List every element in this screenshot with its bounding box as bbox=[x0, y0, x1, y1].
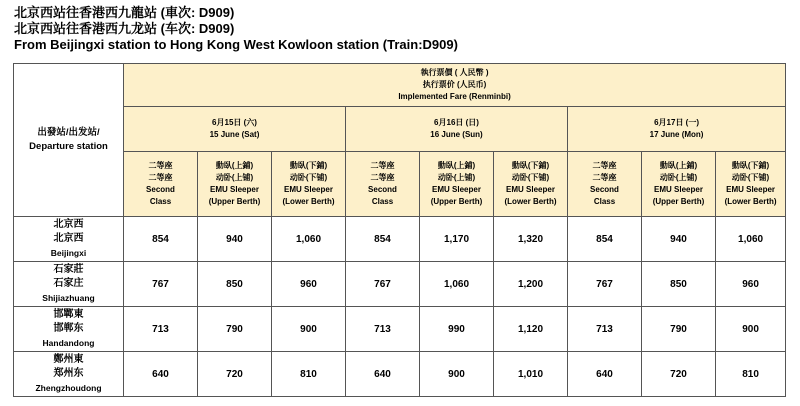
seat-class-text: 二等座 bbox=[148, 173, 173, 182]
title-traditional: 北京西站往香港西九龍站 (車次: D909) bbox=[14, 5, 235, 20]
fare-cell: 640 bbox=[346, 352, 420, 397]
station-name-english: Zhengzhoudong bbox=[35, 383, 102, 393]
seat-class-text: 动卧(下铺) bbox=[289, 173, 328, 182]
fare-header-simplified: 执行票价 (人民币) bbox=[422, 80, 487, 89]
fare-cell: 900 bbox=[420, 352, 494, 397]
station-name-traditional: 石家莊 bbox=[53, 264, 84, 275]
fare-cell: 1,060 bbox=[272, 217, 346, 262]
seat-class-text: EMU Sleeper bbox=[506, 185, 555, 194]
date-english: 17 June (Mon) bbox=[649, 130, 704, 139]
date-header bbox=[124, 107, 346, 152]
departure-station-header bbox=[14, 64, 124, 217]
seat-class-text: 动卧(下铺) bbox=[731, 173, 770, 182]
station-cell bbox=[14, 262, 124, 307]
station-name-traditional: 鄭州東 bbox=[53, 354, 84, 365]
fare-header-english: Implemented Fare (Renminbi) bbox=[398, 92, 511, 101]
fare-cell: 850 bbox=[642, 262, 716, 307]
table-row bbox=[14, 352, 786, 397]
seat-class-text: 二等座 bbox=[148, 161, 173, 170]
fare-cell: 720 bbox=[642, 352, 716, 397]
seat-class-text: 二等座 bbox=[592, 173, 617, 182]
seat-class-text: Class bbox=[593, 197, 616, 206]
fare-cell: 790 bbox=[642, 307, 716, 352]
fare-cell: 1,320 bbox=[494, 217, 568, 262]
fare-cell: 960 bbox=[716, 262, 786, 307]
seat-class-text: Second bbox=[368, 185, 397, 194]
station-name-simplified: 石家庄 bbox=[53, 278, 84, 289]
fare-cell: 810 bbox=[716, 352, 786, 397]
fare-cell: 854 bbox=[346, 217, 420, 262]
seat-class-text: 二等座 bbox=[370, 161, 395, 170]
fare-cell: 767 bbox=[346, 262, 420, 307]
fare-cell: 940 bbox=[198, 217, 272, 262]
fare-table bbox=[13, 63, 786, 397]
date-header bbox=[346, 107, 568, 152]
date-chinese: 6月17日 (一) bbox=[654, 118, 700, 127]
station-name-simplified: 北京西 bbox=[53, 233, 84, 244]
fare-cell: 1,060 bbox=[420, 262, 494, 307]
seat-class-text: 動臥(上鋪) bbox=[659, 161, 698, 170]
fare-cell: 940 bbox=[642, 217, 716, 262]
fare-cell: 1,010 bbox=[494, 352, 568, 397]
fare-cell: 713 bbox=[346, 307, 420, 352]
fare-cell: 790 bbox=[198, 307, 272, 352]
station-name-simplified: 郑州东 bbox=[53, 368, 84, 379]
fare-cell: 1,060 bbox=[716, 217, 786, 262]
fare-header-traditional: 執行票價 ( 人民幣 ) bbox=[420, 68, 489, 77]
seat-class-text: (Upper Berth) bbox=[208, 197, 261, 206]
station-name-english: Shijiazhuang bbox=[42, 293, 95, 303]
fare-cell: 900 bbox=[716, 307, 786, 352]
fare-cell: 720 bbox=[198, 352, 272, 397]
station-cell bbox=[14, 217, 124, 262]
station-cell bbox=[14, 352, 124, 397]
fare-cell: 854 bbox=[124, 217, 198, 262]
title-simplified: 北京西站往香港西九龙站 (车次: D909) bbox=[14, 21, 235, 36]
fare-cell: 640 bbox=[124, 352, 198, 397]
seat-class-text: Class bbox=[149, 197, 172, 206]
title-block bbox=[14, 5, 458, 53]
table-row bbox=[14, 262, 786, 307]
date-chinese: 6月15日 (六) bbox=[212, 118, 257, 127]
fare-cell: 713 bbox=[124, 307, 198, 352]
seat-class-text: EMU Sleeper bbox=[284, 185, 333, 194]
seat-class-text: (Upper Berth) bbox=[652, 197, 705, 206]
fare-cell: 1,200 bbox=[494, 262, 568, 307]
date-english: 16 June (Sun) bbox=[430, 130, 483, 139]
seat-class-text: 動臥(上鋪) bbox=[437, 161, 476, 170]
seat-class-text: 動臥(下鋪) bbox=[731, 161, 770, 170]
date-chinese: 6月16日 (日) bbox=[434, 118, 479, 127]
seat-class-text: 动卧(上铺) bbox=[659, 173, 698, 182]
fare-cell: 810 bbox=[272, 352, 346, 397]
fare-cell: 850 bbox=[198, 262, 272, 307]
fare-cell: 854 bbox=[568, 217, 642, 262]
station-name-english: Handandong bbox=[42, 338, 95, 348]
seat-class-text: 二等座 bbox=[370, 173, 395, 182]
seat-class-text: Class bbox=[371, 197, 394, 206]
fare-cell: 767 bbox=[568, 262, 642, 307]
seat-class-header bbox=[346, 152, 420, 217]
station-name-traditional: 北京西 bbox=[53, 219, 84, 230]
station-name-traditional: 邯鄲東 bbox=[53, 309, 84, 320]
seat-class-header bbox=[272, 152, 346, 217]
seat-class-text: 动卧(下铺) bbox=[511, 173, 550, 182]
fare-cell: 1,170 bbox=[420, 217, 494, 262]
table-row bbox=[14, 217, 786, 262]
station-cell bbox=[14, 307, 124, 352]
seat-class-header bbox=[642, 152, 716, 217]
seat-class-text: (Lower Berth) bbox=[504, 197, 557, 206]
station-name-simplified: 邯郸东 bbox=[53, 323, 84, 334]
seat-class-header bbox=[124, 152, 198, 217]
seat-class-text: 動臥(上鋪) bbox=[215, 161, 254, 170]
seat-class-text: 二等座 bbox=[592, 161, 617, 170]
departure-header-chinese: 出發站/出发站/ bbox=[37, 127, 100, 138]
seat-class-text: (Lower Berth) bbox=[724, 197, 777, 206]
station-name-english: Beijingxi bbox=[50, 248, 87, 258]
table-row bbox=[14, 307, 786, 352]
fare-cell: 767 bbox=[124, 262, 198, 307]
seat-class-text: EMU Sleeper bbox=[432, 185, 481, 194]
date-header bbox=[568, 107, 786, 152]
fare-cell: 1,120 bbox=[494, 307, 568, 352]
fare-cell: 990 bbox=[420, 307, 494, 352]
fare-cell: 713 bbox=[568, 307, 642, 352]
departure-header-english: Departure station bbox=[29, 141, 108, 152]
date-english: 15 June (Sat) bbox=[209, 130, 260, 139]
seat-class-header bbox=[494, 152, 568, 217]
seat-class-text: EMU Sleeper bbox=[654, 185, 703, 194]
seat-class-text: (Lower Berth) bbox=[282, 197, 335, 206]
seat-class-text: EMU Sleeper bbox=[726, 185, 776, 194]
seat-class-header bbox=[420, 152, 494, 217]
seat-class-text: 动卧(上铺) bbox=[437, 173, 476, 182]
seat-class-text: 动卧(上铺) bbox=[215, 173, 254, 182]
seat-class-header bbox=[198, 152, 272, 217]
seat-class-header bbox=[716, 152, 786, 217]
seat-class-text: 動臥(下鋪) bbox=[289, 161, 328, 170]
fare-cell: 960 bbox=[272, 262, 346, 307]
seat-class-text: Second bbox=[590, 185, 619, 194]
seat-class-text: Second bbox=[146, 185, 175, 194]
seat-class-text: 動臥(下鋪) bbox=[511, 161, 550, 170]
seat-class-text: (Upper Berth) bbox=[430, 197, 483, 206]
fare-header bbox=[124, 64, 786, 107]
seat-class-text: EMU Sleeper bbox=[210, 185, 259, 194]
title-english: From Beijingxi station to Hong Kong West Kowloon station (Train:D909) bbox=[14, 37, 458, 52]
fare-cell: 900 bbox=[272, 307, 346, 352]
fare-cell: 640 bbox=[568, 352, 642, 397]
seat-class-header bbox=[568, 152, 642, 217]
